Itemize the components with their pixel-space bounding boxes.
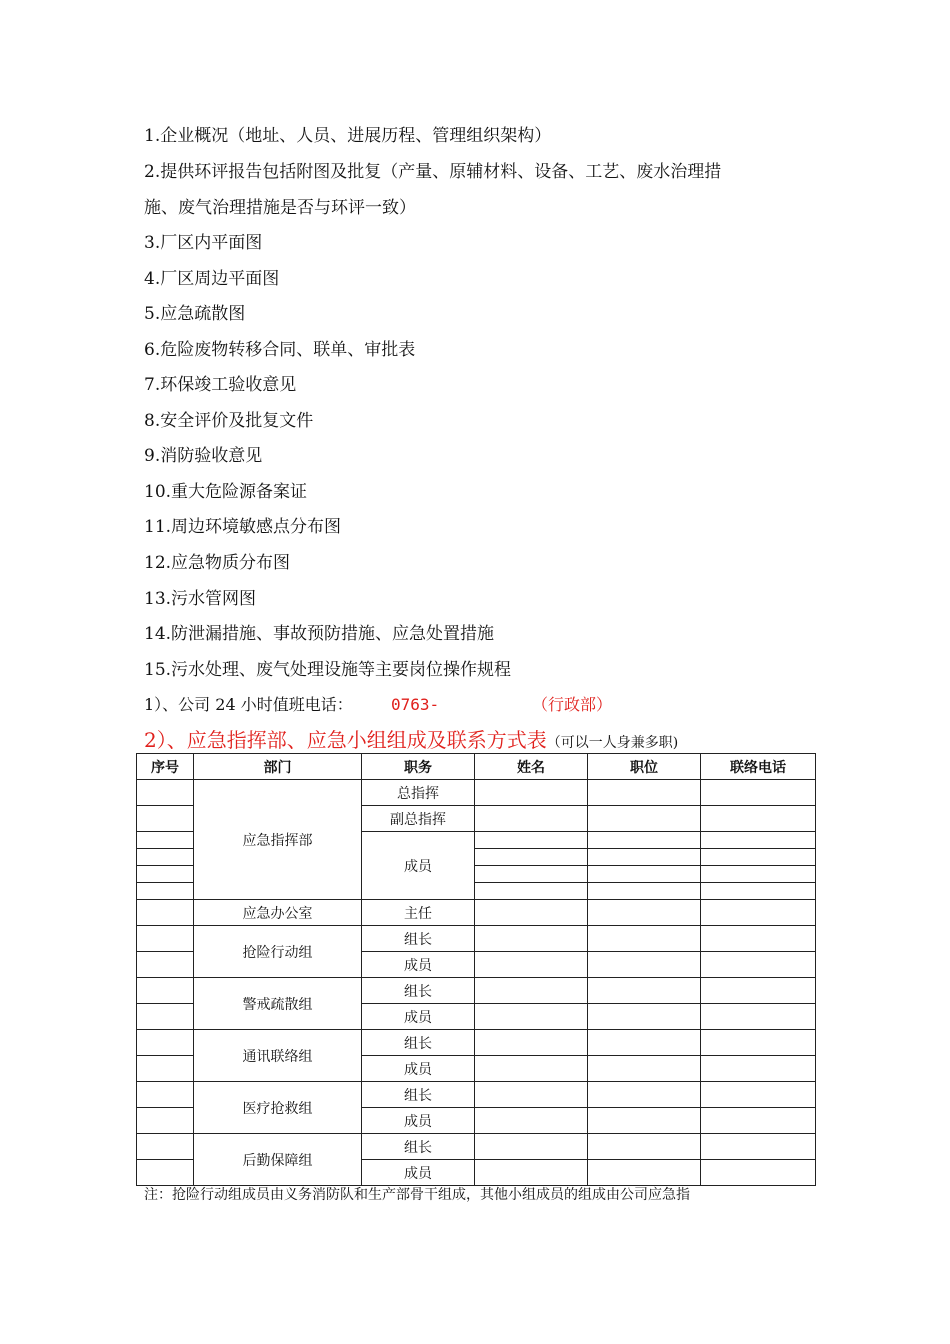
role-cell: 主任 [362,900,475,926]
table-row [137,780,816,806]
role-cell: 成员 [362,952,475,978]
phone-cell[interactable] [701,1108,816,1134]
role-cell: 组长 [362,926,475,952]
name-cell[interactable] [475,952,588,978]
dept-cell-office: 应急办公室 [194,900,362,926]
emergency-roster-table [136,753,816,1186]
name-cell[interactable] [475,1108,588,1134]
dept-cell-evacuation: 警戒疏散组 [194,978,362,1030]
role-cell: 组长 [362,978,475,1004]
material-item-12: 12.应急物质分布图 [144,553,291,573]
dept-cell-medical: 医疗抢救组 [194,1082,362,1134]
role-cell: 组长 [362,1030,475,1056]
position-cell[interactable] [588,1082,701,1108]
header-duty: 职务 [362,754,475,780]
name-cell[interactable] [475,780,588,806]
phone-cell[interactable] [701,900,816,926]
material-item-2: 2.提供环评报告包括附图及批复（产量、原辅材料、设备、工艺、废水治理措 [144,162,722,182]
position-cell[interactable] [588,900,701,926]
index-cell[interactable] [137,1108,194,1134]
duty-phone-dept: （行政部） [532,695,613,714]
phone-cell[interactable] [701,780,816,806]
name-cell[interactable] [475,1160,588,1186]
position-cell[interactable] [588,1030,701,1056]
table-row [137,1082,816,1108]
header-name: 姓名 [475,754,588,780]
index-cell[interactable] [137,780,194,806]
material-item-2-continued: 施、废气治理措施是否与环评一致） [144,198,416,218]
dept-cell-command: 应急指挥部 [194,780,362,900]
name-cell[interactable] [475,806,588,832]
phone-cell[interactable] [701,1160,816,1186]
name-cell[interactable] [475,1134,588,1160]
phone-cell[interactable] [701,978,816,1004]
index-cell[interactable] [137,952,194,978]
position-cell[interactable] [588,1108,701,1134]
role-cell: 总指挥 [362,780,475,806]
name-cell[interactable] [475,1004,588,1030]
index-cell[interactable] [137,849,194,866]
material-item-8: 8.安全评价及批复文件 [144,411,314,431]
position-cell[interactable] [588,866,701,883]
phone-cell[interactable] [701,1082,816,1108]
index-cell[interactable] [137,866,194,883]
position-cell[interactable] [588,952,701,978]
position-cell[interactable] [588,1004,701,1030]
header-phone: 联络电话 [701,754,816,780]
material-item-9: 9.消防验收意见 [144,446,263,466]
dept-cell-logistics: 后勤保障组 [194,1134,362,1186]
position-cell[interactable] [588,806,701,832]
index-cell[interactable] [137,1160,194,1186]
name-cell[interactable] [475,1030,588,1056]
phone-cell[interactable] [701,1134,816,1160]
material-item-14: 14.防泄漏措施、事故预防措施、应急处置措施 [144,624,495,644]
name-cell[interactable] [475,883,588,900]
role-cell: 副总指挥 [362,806,475,832]
dept-cell-communication: 通讯联络组 [194,1030,362,1082]
position-cell[interactable] [588,832,701,849]
name-cell[interactable] [475,926,588,952]
role-cell: 组长 [362,1134,475,1160]
table-title-note: （可以一人身兼多职) [546,735,679,751]
name-cell[interactable] [475,1056,588,1082]
position-cell[interactable] [588,849,701,866]
index-cell[interactable] [137,978,194,1004]
position-cell[interactable] [588,978,701,1004]
role-cell: 成员 [362,1004,475,1030]
material-item-10: 10.重大危险源备案证 [144,482,308,502]
phone-cell[interactable] [701,1004,816,1030]
material-item-5: 5.应急疏散图 [144,304,246,324]
phone-cell[interactable] [701,866,816,883]
role-cell: 成员 [362,1160,475,1186]
phone-cell[interactable] [701,806,816,832]
role-cell: 成员 [362,832,475,900]
table-row [137,926,816,952]
header-department: 部门 [194,754,362,780]
header-index: 序号 [137,754,194,780]
name-cell[interactable] [475,1082,588,1108]
position-cell[interactable] [588,1134,701,1160]
role-cell: 成员 [362,1108,475,1134]
table-row [137,1030,816,1056]
phone-cell[interactable] [701,952,816,978]
index-cell[interactable] [137,900,194,926]
index-cell[interactable] [137,1004,194,1030]
phone-cell[interactable] [701,1056,816,1082]
duty-phone-label: 1）、公司 24 小时值班电话： [144,695,353,714]
material-item-11: 11.周边环境敏感点分布图 [144,517,342,537]
material-item-15: 15.污水处理、废气处理设施等主要岗位操作规程 [144,660,512,680]
role-cell: 组长 [362,1082,475,1108]
material-item-13: 13.污水管网图 [144,589,257,609]
table-row [137,900,816,926]
phone-cell[interactable] [701,849,816,866]
material-item-7: 7.环保竣工验收意见 [144,375,297,395]
phone-cell[interactable] [701,1030,816,1056]
position-cell[interactable] [588,1056,701,1082]
phone-cell[interactable] [701,883,816,900]
index-cell[interactable] [137,1082,194,1108]
phone-cell[interactable] [701,832,816,849]
index-cell[interactable] [137,926,194,952]
name-cell[interactable] [475,978,588,1004]
index-cell[interactable] [137,1056,194,1082]
index-cell[interactable] [137,806,194,832]
material-item-4: 4.厂区周边平面图 [144,269,280,289]
position-cell[interactable] [588,1160,701,1186]
material-item-1: 1.企业概况（地址、人员、进展历程、管理组织架构） [144,126,552,146]
table-footnote: 注：抢险行动组成员由义务消防队和生产部骨干组成，其他小组成员的组成由公司应急指 [144,1187,690,1203]
table-title [144,727,678,756]
name-cell[interactable] [475,900,588,926]
table-row [137,1134,816,1160]
index-cell[interactable] [137,1030,194,1056]
index-cell[interactable] [137,832,194,849]
position-cell[interactable] [588,926,701,952]
index-cell[interactable] [137,883,194,900]
material-item-3: 3.厂区内平面图 [144,233,263,253]
table-row [137,978,816,1004]
header-position: 职位 [588,754,701,780]
index-cell[interactable] [137,1134,194,1160]
dept-cell-rescue: 抢险行动组 [194,926,362,978]
table-title-main: 2）、应急指挥部、应急小组组成及联系方式表 [144,728,547,752]
table-header-row [137,754,816,780]
position-cell[interactable] [588,883,701,900]
material-item-6: 6.危险废物转移合同、联单、审批表 [144,340,416,360]
name-cell[interactable] [475,866,588,883]
position-cell[interactable] [588,780,701,806]
name-cell[interactable] [475,832,588,849]
role-cell: 成员 [362,1056,475,1082]
phone-cell[interactable] [701,926,816,952]
duty-phone-number: 0763- [391,695,440,714]
name-cell[interactable] [475,849,588,866]
